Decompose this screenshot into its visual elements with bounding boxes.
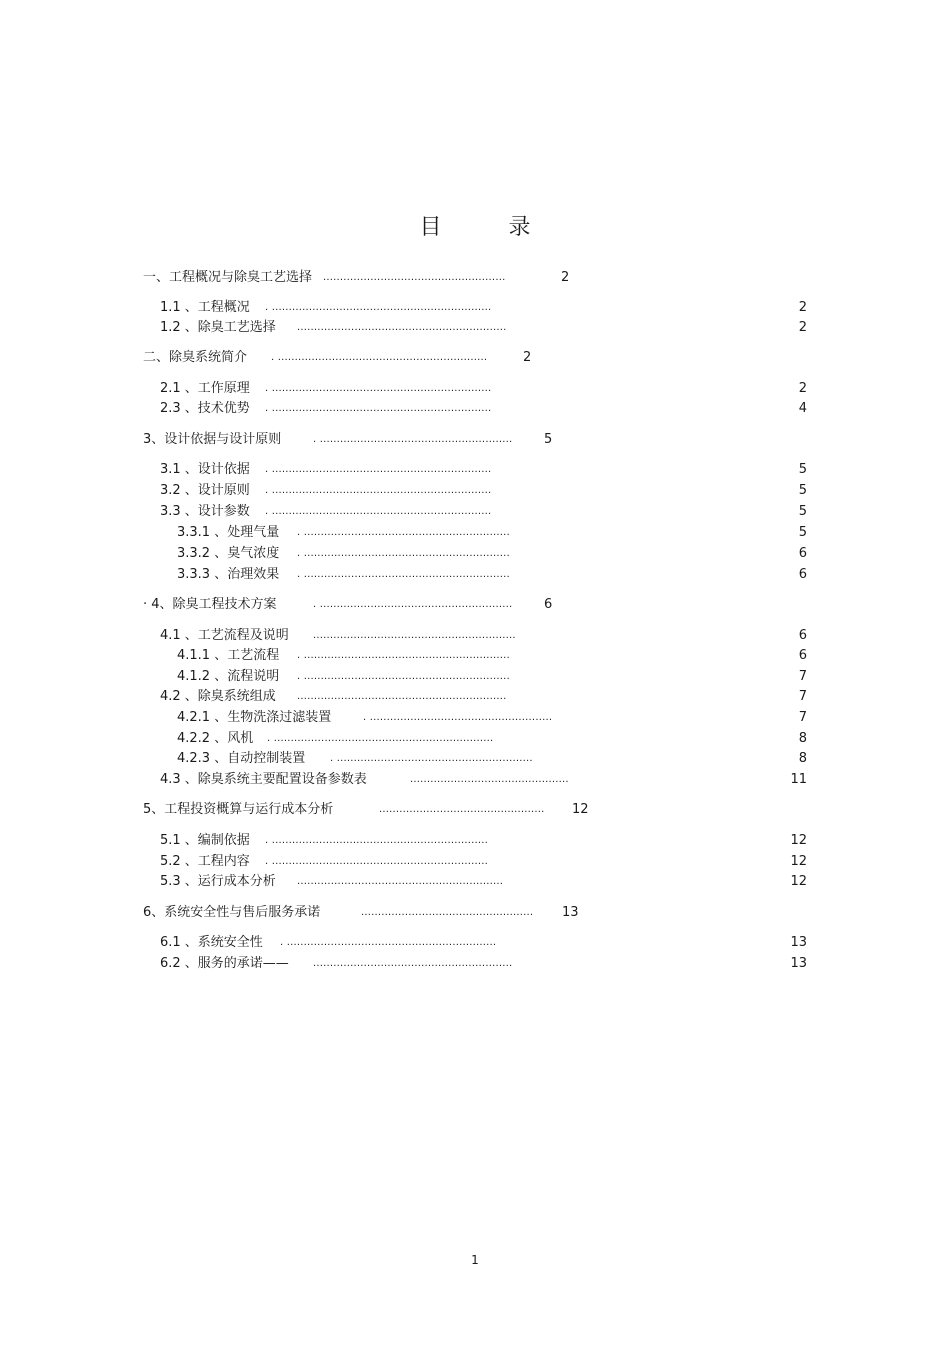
toc-entry-label: 二、除臭系统简介 — [143, 350, 248, 365]
toc-entry-page: 5 — [798, 525, 807, 540]
toc-entry[interactable] — [177, 669, 510, 685]
toc-entry-label: 3.2 、设计原则 — [160, 483, 250, 498]
toc-entry-page: 6 — [798, 628, 807, 643]
toc-entry-label: 4.2 、除臭系统组成 — [160, 689, 276, 704]
toc-entry[interactable] — [160, 956, 513, 972]
toc-entry-leader: . ................................................................. — [265, 464, 492, 475]
toc-entry[interactable] — [160, 381, 492, 397]
toc-entry[interactable] — [143, 905, 579, 921]
toc-entry[interactable] — [160, 504, 492, 520]
toc-entry-page: 13 — [790, 935, 807, 950]
toc-entry[interactable] — [160, 772, 569, 788]
toc-entry-label: 3.3.2 、臭气浓度 — [177, 546, 280, 561]
toc-entry[interactable] — [143, 597, 553, 613]
toc-entry-label: 4.2.1 、生物洗涤过滤装置 — [177, 710, 332, 725]
toc-entry-leader: . ................................................................. — [265, 302, 492, 313]
toc-entry-page: 2 — [561, 270, 570, 285]
toc-entry-label: 6、系统安全性与售后服务承诺 — [143, 905, 321, 920]
toc-entry-label: 2.3 、技术优势 — [160, 401, 250, 416]
toc-entry-page: 12 — [790, 874, 807, 889]
toc-entry[interactable] — [160, 300, 492, 316]
toc-entry-leader: . ................................................................. — [265, 485, 492, 496]
toc-entry[interactable] — [143, 432, 553, 448]
toc-entry[interactable] — [160, 462, 492, 478]
toc-entry-leader: . ...................................................... — [363, 712, 553, 723]
toc-entry-leader: . ................................................................ — [265, 835, 488, 846]
toc-entry[interactable] — [177, 731, 494, 747]
toc-entry-page: 2 — [798, 381, 807, 396]
toc-entry-leader: . ................................................................. — [265, 506, 492, 517]
toc-entry[interactable] — [160, 689, 507, 705]
toc-entry-page: 5 — [798, 483, 807, 498]
toc-title: 目 录 — [419, 215, 561, 240]
toc-entry-label: 4.3 、除臭系统主要配置设备参数表 — [160, 772, 367, 787]
toc-entry[interactable] — [177, 648, 510, 664]
toc-entry-leader: . ............................................................. — [297, 548, 510, 559]
toc-entry[interactable] — [177, 546, 510, 562]
toc-entry-page: 11 — [790, 772, 807, 787]
toc-entry-leader: . .............................................................. — [280, 937, 497, 948]
toc-entry-page: 5 — [544, 432, 553, 447]
toc-entry-label: 3.3.3 、治理效果 — [177, 567, 280, 582]
toc-entry-label: 2.1 、工作原理 — [160, 381, 250, 396]
toc-entry-page: 5 — [798, 462, 807, 477]
toc-entry[interactable] — [143, 802, 589, 818]
toc-entry-page: 8 — [798, 751, 807, 766]
toc-entry-page: 6 — [798, 567, 807, 582]
toc-entry-page: 12 — [790, 854, 807, 869]
toc-entry-page: 4 — [798, 401, 807, 416]
toc-entry-leader: . ......................................................... — [313, 599, 513, 610]
toc-entry-label: 5.3 、运行成本分析 — [160, 874, 276, 889]
toc-entry-page: 12 — [790, 833, 807, 848]
page-number: 1 — [471, 1253, 479, 1267]
toc-entry-leader: . ................................................................. — [267, 733, 494, 744]
toc-entry-label: 5、工程投资概算与运行成本分析 — [143, 802, 334, 817]
toc-entry[interactable] — [177, 567, 510, 583]
toc-entry-label: 4.1.1 、工艺流程 — [177, 648, 280, 663]
toc-entry[interactable] — [177, 710, 553, 726]
toc-entry-leader: . ............................................................. — [297, 671, 510, 682]
toc-entry-page: 7 — [798, 689, 807, 704]
toc-entry-label: · 4、除臭工程技术方案 — [143, 597, 277, 612]
toc-entry-page: 2 — [798, 300, 807, 315]
toc-entry-leader: ........................................................... — [313, 958, 513, 969]
toc-entry-page: 12 — [572, 802, 589, 817]
toc-entry-page: 8 — [798, 731, 807, 746]
toc-entry[interactable] — [160, 874, 504, 890]
toc-entry[interactable] — [177, 751, 533, 767]
toc-entry-label: 6.2 、服务的承诺—— — [160, 956, 289, 971]
toc-entry-label: 3.3 、设计参数 — [160, 504, 250, 519]
toc-entry[interactable] — [177, 525, 510, 541]
toc-entry-page: 2 — [798, 320, 807, 335]
toc-entry-leader: . ................................................................. — [265, 403, 492, 414]
toc-entry-label: 1.1 、工程概况 — [160, 300, 250, 315]
toc-entry-page: 13 — [562, 905, 579, 920]
toc-entry-page: 5 — [798, 504, 807, 519]
toc-entry-leader: ................................................... — [361, 907, 534, 918]
toc-entry[interactable] — [160, 935, 497, 951]
toc-entry-label: 4.1.2 、流程说明 — [177, 669, 280, 684]
toc-entry-leader: ............................................................ — [313, 630, 516, 641]
toc-entry-leader: ...................................................... — [323, 272, 506, 283]
toc-entry-leader: . ................................................................ — [265, 856, 488, 867]
toc-entry-label: 6.1 、系统安全性 — [160, 935, 263, 950]
toc-entry[interactable] — [160, 628, 516, 644]
toc-entry-leader: ................................................. — [379, 804, 545, 815]
toc-entry-page: 6 — [798, 546, 807, 561]
toc-entry-label: 3.3.1 、处理气量 — [177, 525, 280, 540]
toc-entry-page: 6 — [544, 597, 553, 612]
toc-entry-page: 13 — [790, 956, 807, 971]
toc-entry-leader: . .......................................................... — [330, 753, 533, 764]
toc-entry-label: 3.1 、设计依据 — [160, 462, 250, 477]
toc-entry-leader: . ......................................................... — [313, 434, 513, 445]
toc-entry-leader: . ............................................................. — [297, 569, 510, 580]
toc-entry-page: 7 — [798, 669, 807, 684]
toc-entry-leader: .............................................................. — [297, 322, 507, 333]
toc-entry-leader: ............................................... — [410, 774, 569, 785]
toc-entry[interactable] — [143, 350, 532, 366]
toc-entry-leader: . ............................................................. — [297, 527, 510, 538]
toc-entry-leader: . ............................................................. — [297, 650, 510, 661]
toc-entry-label: 1.2 、除臭工艺选择 — [160, 320, 276, 335]
toc-entry-page: 7 — [798, 710, 807, 725]
toc-entry[interactable] — [160, 483, 492, 499]
toc-entry-page: 2 — [523, 350, 532, 365]
toc-entry-label: 一、工程概况与除臭工艺选择 — [143, 270, 313, 285]
toc-entry-label: 5.1 、编制依据 — [160, 833, 250, 848]
toc-entry[interactable] — [160, 320, 507, 336]
toc-entry-leader: . .............................................................. — [271, 352, 488, 363]
toc-entry[interactable] — [160, 833, 488, 849]
toc-entry-leader: ............................................................. — [297, 876, 504, 887]
toc-entry-leader: .............................................................. — [297, 691, 507, 702]
toc-entry[interactable] — [160, 854, 488, 870]
toc-entry-label: 4.1 、工艺流程及说明 — [160, 628, 289, 643]
toc-entry-label: 3、设计依据与设计原则 — [143, 432, 282, 447]
toc-entry-leader: . ................................................................. — [265, 383, 492, 394]
toc-entry[interactable] — [160, 401, 492, 417]
toc-entry-label: 5.2 、工程内容 — [160, 854, 250, 869]
toc-entry-label: 4.2.3 、自动控制装置 — [177, 751, 306, 766]
toc-entry[interactable] — [143, 270, 570, 286]
toc-entry-page: 6 — [798, 648, 807, 663]
toc-entry-label: 4.2.2 、风机 — [177, 731, 254, 746]
